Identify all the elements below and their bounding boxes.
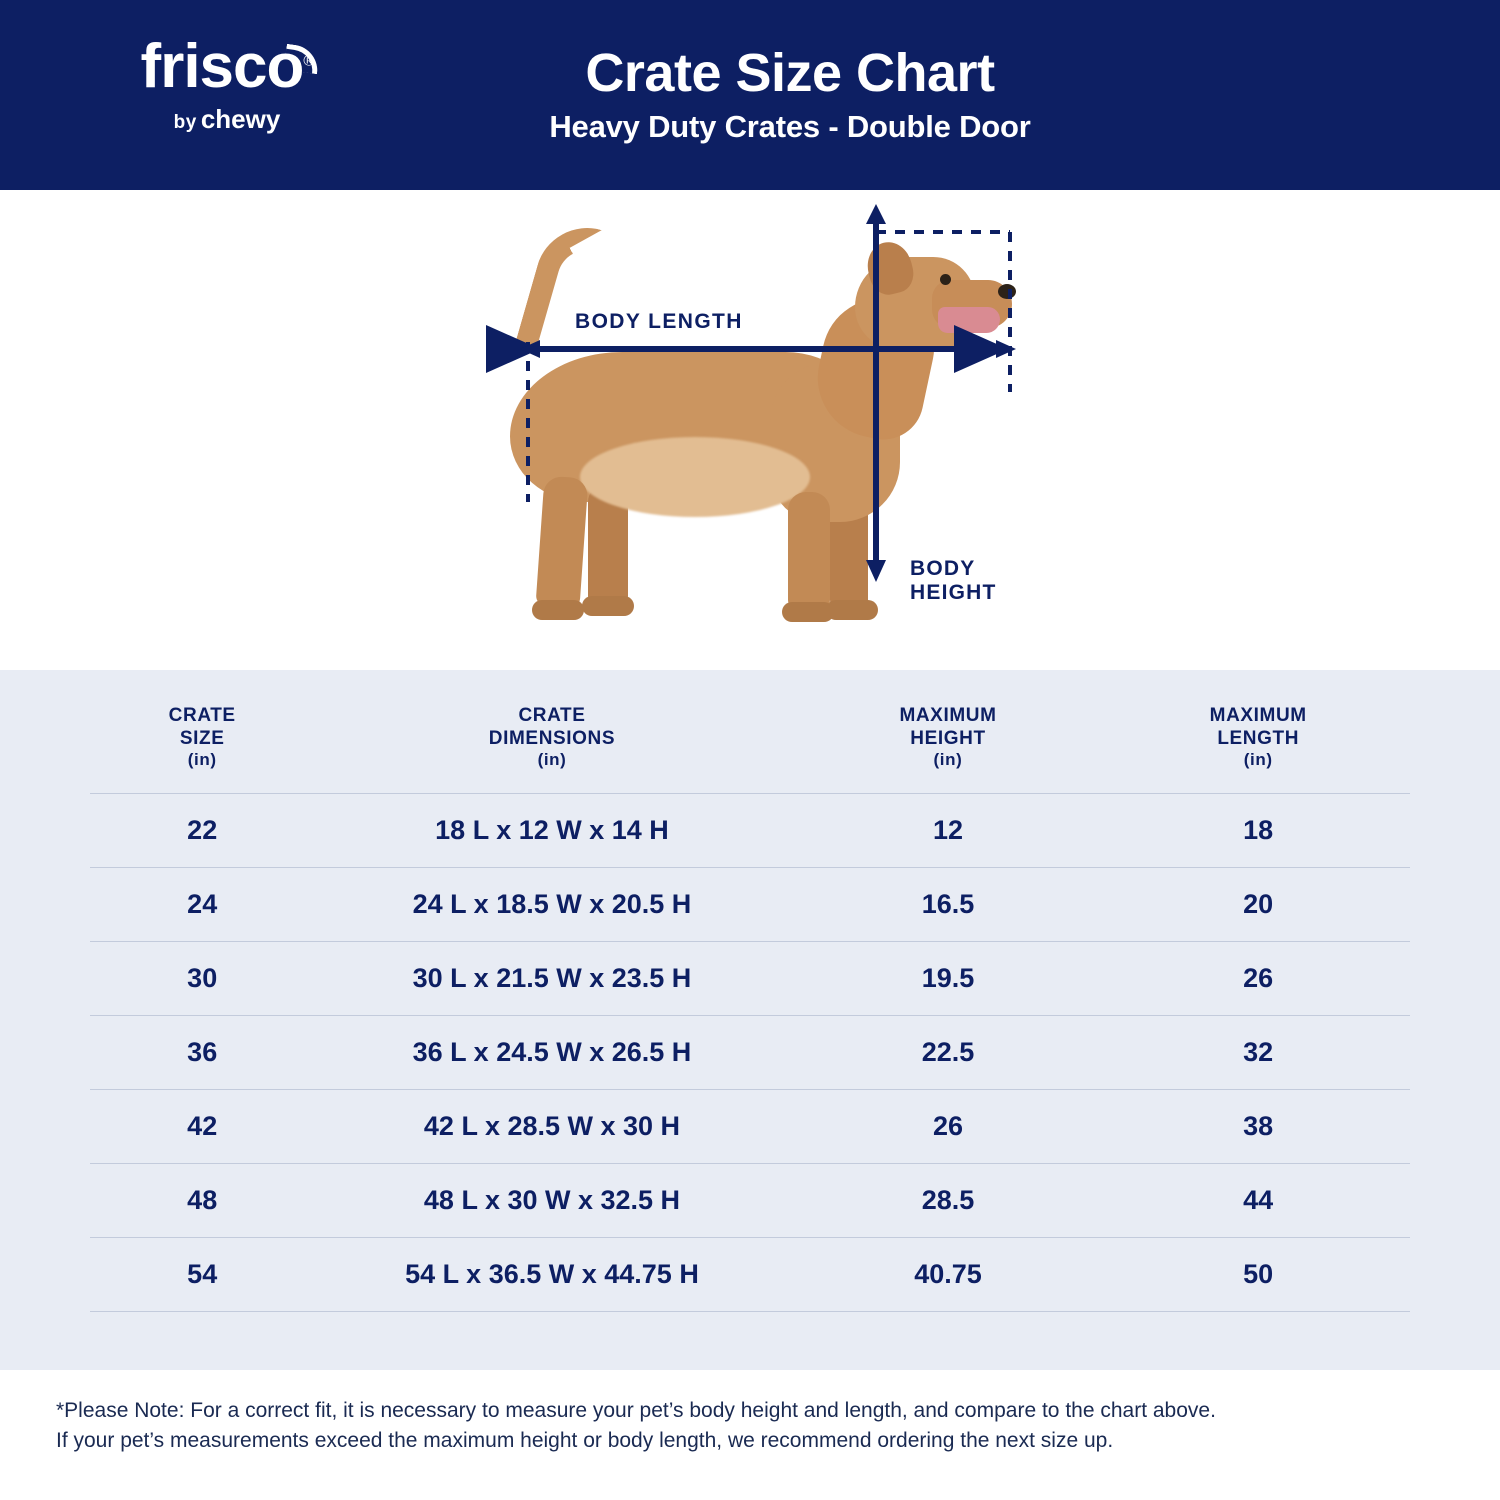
- footnote: [0, 1370, 1500, 1456]
- table-row: [90, 942, 1410, 1016]
- column-header-crate-size: [90, 704, 314, 794]
- table-header: [90, 704, 1410, 794]
- page-title: Crate Size Chart: [585, 42, 995, 103]
- header-unit: (in): [537, 750, 567, 770]
- header: [0, 0, 1500, 190]
- cell-crate-dimensions: 36 L x 24.5 W x 26.5 H: [314, 1016, 789, 1090]
- table-row: [90, 1090, 1410, 1164]
- body-length-label: BODY LENGTH: [575, 310, 743, 333]
- cell-crate-dimensions: 54 L x 36.5 W x 44.75 H: [314, 1238, 789, 1312]
- cell-max-height: 26: [790, 1090, 1107, 1164]
- page-subtitle: Heavy Duty Crates - Double Door: [549, 109, 1031, 145]
- table-row: [90, 1164, 1410, 1238]
- cell-crate-dimensions: 30 L x 21.5 W x 23.5 H: [314, 942, 789, 1016]
- header-line1: CRATE: [168, 705, 236, 726]
- header-line2: LENGTH: [1217, 728, 1300, 750]
- header-unit: (in): [1243, 750, 1273, 770]
- measurement-diagram: [0, 190, 1500, 670]
- header-line2: DIMENSIONS: [488, 728, 616, 750]
- cell-max-length: 26: [1106, 942, 1410, 1016]
- table-header-row: [90, 704, 1410, 794]
- cell-max-height: 22.5: [790, 1016, 1107, 1090]
- body-height-label-line2: HEIGHT: [910, 581, 997, 605]
- cell-max-height: 28.5: [790, 1164, 1107, 1238]
- header-line1: MAXIMUM: [899, 705, 997, 726]
- cell-crate-size: 42: [90, 1090, 314, 1164]
- cell-crate-dimensions: 48 L x 30 W x 32.5 H: [314, 1164, 789, 1238]
- dog-mouth: [938, 307, 1000, 333]
- table-row: [90, 794, 1410, 868]
- footnote-line-2: If your pet’s measurements exceed the maximum height or body length, we recommend ordering the next size up.: [56, 1428, 1114, 1452]
- cell-max-height: 19.5: [790, 942, 1107, 1016]
- cell-crate-dimensions: 18 L x 12 W x 14 H: [314, 794, 789, 868]
- dog-leg-back-near: [536, 476, 589, 609]
- parent-brand-text: chewy: [200, 104, 281, 134]
- cell-crate-dimensions: 42 L x 28.5 W x 30 H: [314, 1090, 789, 1164]
- dog-tail: [510, 216, 601, 375]
- body-height-label-line1: BODY: [910, 557, 976, 580]
- table-body: [90, 794, 1410, 1312]
- brand-byline: [72, 104, 382, 135]
- header-line2: HEIGHT: [910, 728, 986, 750]
- dog-belly: [580, 437, 810, 517]
- brand-name-frisco: [140, 32, 314, 101]
- header-line1: MAXIMUM: [1209, 705, 1307, 726]
- cell-max-length: 38: [1106, 1090, 1410, 1164]
- dog-paw-front-near: [782, 602, 834, 622]
- cell-max-length: 18: [1106, 794, 1410, 868]
- body-height-label: [910, 557, 997, 605]
- header-line1: CRATE: [518, 705, 586, 726]
- cell-crate-size: 22: [90, 794, 314, 868]
- cell-crate-size: 48: [90, 1164, 314, 1238]
- table-row: [90, 1238, 1410, 1312]
- brand-name-text: frisco: [140, 32, 304, 101]
- cell-max-length: 50: [1106, 1238, 1410, 1312]
- cell-max-length: 20: [1106, 868, 1410, 942]
- header-unit: (in): [187, 750, 217, 770]
- dog-eye: [940, 274, 951, 285]
- cell-crate-dimensions: 24 L x 18.5 W x 20.5 H: [314, 868, 789, 942]
- byline-text: by: [173, 112, 197, 133]
- column-header-crate-dimensions: [314, 704, 789, 794]
- column-header-maximum-length: [1106, 704, 1410, 794]
- dog-illustration: [470, 202, 1030, 632]
- crate-size-table: [90, 704, 1410, 1312]
- swoosh-icon: [284, 44, 321, 74]
- cell-crate-size: 30: [90, 942, 314, 1016]
- cell-max-height: 12: [790, 794, 1107, 868]
- cell-max-length: 44: [1106, 1164, 1410, 1238]
- cell-crate-size: 36: [90, 1016, 314, 1090]
- dog-nose-icon: [998, 284, 1016, 299]
- cell-max-height: 40.75: [790, 1238, 1107, 1312]
- header-line2: SIZE: [179, 728, 225, 750]
- brand-logo: [72, 32, 382, 135]
- table-row: [90, 1016, 1410, 1090]
- column-header-maximum-height: [790, 704, 1107, 794]
- size-table-section: [0, 670, 1500, 1370]
- header-unit: (in): [933, 750, 963, 770]
- dog-paw-back-near: [532, 600, 584, 620]
- cell-max-length: 32: [1106, 1016, 1410, 1090]
- table-row: [90, 868, 1410, 942]
- footnote-line-1: *Please Note: For a correct fit, it is necessary to measure your pet’s body height and length, and compare to the chart above.: [56, 1399, 1216, 1422]
- dog-paw-back-far: [582, 596, 634, 616]
- cell-crate-size: 54: [90, 1238, 314, 1312]
- registered-mark: ®: [303, 52, 314, 70]
- dog-leg-front-near: [788, 492, 830, 610]
- cell-max-height: 16.5: [790, 868, 1107, 942]
- cell-crate-size: 24: [90, 868, 314, 942]
